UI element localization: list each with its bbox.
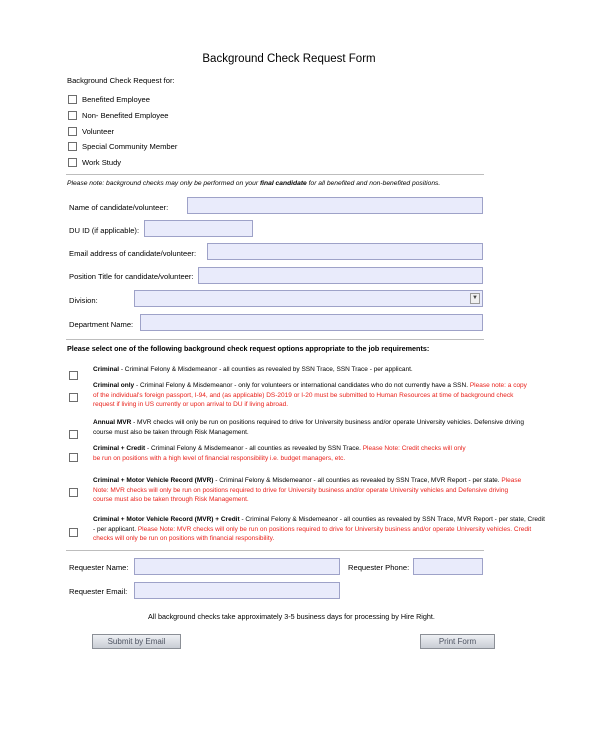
option-line: course must also be taken through Risk Management.	[93, 428, 249, 436]
option-text-criminal-credit	[93, 444, 466, 463]
option-line: - per applicant. Please Note: MVR checks will only be run on positions required to drive for University business and/or operate University vehicles. Credit	[93, 525, 532, 533]
department-name-label: Department Name:	[69, 320, 134, 329]
requester-email-field[interactable]	[134, 582, 340, 599]
option-line: checks will only be run on positions with financial responsibility.	[93, 535, 275, 543]
candidate-email-field[interactable]	[207, 243, 483, 260]
volunteer-checkbox[interactable]	[68, 127, 77, 136]
processing-time-note: All background checks take approximately 3-5 business days for processing by Hire Right.	[148, 612, 435, 621]
position-title-label: Position Title for candidate/volunteer:	[69, 272, 194, 281]
option-line: Criminal only - Criminal Felony & Misdemeanor - only for volunteers or international candidates who do not currently have a SSN. Please note: a copy	[93, 382, 527, 389]
option-line: be run on positions with a high level of financial responsibility i.e. budget managers, etc.	[93, 454, 346, 462]
requester-email-label: Requester Email:	[69, 587, 128, 596]
special-community-member-label: Special Community Member	[82, 142, 178, 151]
final-candidate-note: Please note: background checks may only be performed on your final candidate for all benefited and non-benefited positions.	[67, 180, 441, 187]
option-line: Criminal - Criminal Felony & Misdemeanor - all counties as revealed by SSN Trace, SSN Trace - per applicant.	[93, 366, 413, 373]
options-heading: Please select one of the following background check request options appropriate to the job requirements:	[67, 344, 430, 353]
option-line: Criminal + Credit - Criminal Felony & Misdemeanor - all counties as revealed by SSN Trace. Please Note: Credit checks will only	[93, 445, 466, 452]
option-text-criminal-only	[93, 381, 527, 410]
divider	[66, 550, 484, 551]
form-title: Background Check Request Form	[202, 53, 376, 65]
position-title-field[interactable]	[198, 267, 483, 284]
option-line: request if living in US currently or upon arrival to DU if living abroad.	[93, 401, 289, 409]
option-line: Annual MVR - MVR checks will only be run on positions required to drive for University business and/or operate University vehicles. Defensive driving	[93, 419, 524, 426]
du-id-label: DU ID (if applicable):	[69, 226, 140, 235]
requester-phone-field[interactable]	[413, 558, 483, 575]
requester-name-field[interactable]	[134, 558, 340, 575]
option-text-criminal-mvr-credit	[93, 515, 545, 544]
option-checkbox-criminal-mvr-credit[interactable]	[69, 528, 78, 537]
option-text-criminal-mvr	[93, 476, 521, 505]
option-line: course must also be taken through Risk Management.	[93, 496, 249, 504]
option-line: of the individual's foreign passport, I-94, and (as applicable) DS-2019 or I-20 must be submitted to Human Resources at time of background check	[93, 391, 514, 399]
requester-phone-label: Requester Phone:	[348, 563, 410, 572]
option-checkbox-criminal-mvr[interactable]	[69, 488, 78, 497]
candidate-name-label: Name of candidate/volunteer:	[69, 203, 169, 212]
benefited-employee-label: Benefited Employee	[82, 95, 150, 104]
non-benefited-employee-label: Non- Benefited Employee	[82, 111, 169, 120]
chevron-down-icon[interactable]: ▼	[470, 293, 480, 304]
option-checkbox-criminal-only[interactable]	[69, 393, 78, 402]
benefited-employee-checkbox[interactable]	[68, 95, 77, 104]
print-form-button[interactable]: Print Form	[420, 634, 495, 649]
option-text-criminal	[93, 365, 413, 375]
department-name-field[interactable]	[140, 314, 483, 331]
candidate-name-field[interactable]	[187, 197, 483, 214]
candidate-email-label: Email address of candidate/volunteer:	[69, 249, 197, 258]
work-study-label: Work Study	[82, 158, 122, 167]
division-select[interactable]	[134, 290, 483, 307]
option-checkbox-criminal[interactable]	[69, 371, 78, 380]
option-line: Criminal + Motor Vehicle Record (MVR) + Credit - Criminal Felony & Misdemeanor - all counties as revealed by SSN Trace, MVR Report - per state, Credit	[93, 516, 545, 523]
option-checkbox-annual-mvr[interactable]	[69, 430, 78, 439]
divider	[66, 339, 484, 340]
request-for-label: Background Check Request for:	[67, 76, 175, 85]
option-line: Criminal + Motor Vehicle Record (MVR) - Criminal Felony & Misdemeanor - all counties as revealed by SSN Trace, MVR Report - per state. Please	[93, 477, 522, 484]
option-checkbox-criminal-credit[interactable]	[69, 453, 78, 462]
division-label: Division:	[69, 296, 98, 305]
option-text-annual-mvr	[93, 418, 524, 437]
du-id-field[interactable]	[144, 220, 253, 237]
non-benefited-employee-checkbox[interactable]	[68, 111, 77, 120]
volunteer-label: Volunteer	[82, 127, 115, 136]
work-study-checkbox[interactable]	[68, 158, 77, 167]
option-line: Note: MVR checks will only be run on positions required to drive for University business and/or operate University vehicles and Defensive driving	[93, 486, 509, 494]
submit-by-email-button[interactable]: Submit by Email	[92, 634, 181, 649]
requester-name-label: Requester Name:	[69, 563, 129, 572]
divider	[66, 174, 484, 175]
special-community-member-checkbox[interactable]	[68, 142, 77, 151]
